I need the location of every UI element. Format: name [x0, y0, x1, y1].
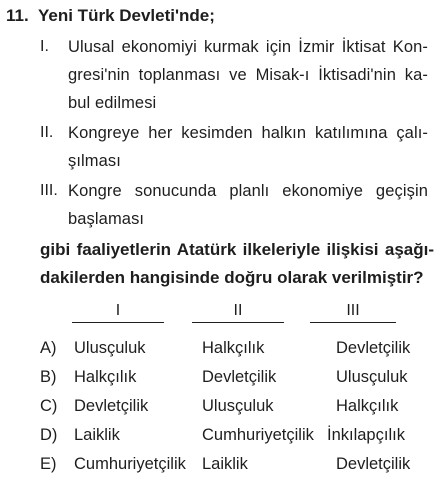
statement-1-line-1: Ulusal ekonomiyi kurmak için İzmir İktisat Kon-: [68, 38, 428, 56]
option-c-col-2: Ulusçuluk: [202, 397, 274, 415]
option-e-col-3: Devletçilik: [336, 455, 411, 473]
column-header-3: III: [310, 300, 396, 323]
option-b-col-1: Halkçılık: [74, 368, 137, 386]
statement-3-line-1: Kongre sonucunda planlı ekonomiye geçişin: [68, 182, 428, 200]
option-d-letter[interactable]: D): [40, 426, 58, 444]
option-c-col-3: Halkçılık: [336, 397, 399, 415]
option-c-col-1: Devletçilik: [74, 397, 149, 415]
option-d-col-1: Laiklik: [74, 426, 120, 444]
statement-2-line-1: Kongreye her kesimden halkın katılımına çalı-: [68, 124, 428, 142]
option-a-col-1: Ulusçuluk: [74, 339, 146, 357]
option-b-col-3: Ulusçuluk: [336, 368, 408, 386]
option-a-col-3: Devletçilik: [336, 339, 411, 357]
option-d-col-3: İnkılapçılık: [327, 426, 405, 444]
column-header-2: II: [192, 300, 284, 323]
statement-1-line-2: gresi'nin toplanması ve Misak-ı İktisadi'nin ka-: [68, 66, 428, 84]
option-c-letter[interactable]: C): [40, 397, 58, 415]
question-title: Yeni Türk Devleti'nde;: [38, 6, 215, 25]
statement-2-numeral: II.: [40, 124, 54, 141]
statement-2-line-2: şılması: [68, 152, 121, 170]
option-e-col-2: Laiklik: [202, 455, 248, 473]
question-prompt-line-2: dakilerden hangisinde doğru olarak verilmiştir?: [40, 268, 424, 287]
option-e-col-1: Cumhuriyetçilik: [74, 455, 186, 473]
option-a-letter[interactable]: A): [40, 339, 57, 357]
option-e-letter[interactable]: E): [40, 455, 57, 473]
option-b-letter[interactable]: B): [40, 368, 57, 386]
statement-1-numeral: I.: [40, 38, 49, 55]
option-d-col-2: Cumhuriyetçilik: [202, 426, 314, 444]
question-prompt-line-1: gibi faaliyetlerin Atatürk ilkeleriyle ilişkisi aşağı-: [40, 240, 434, 259]
question-number: 11.: [6, 6, 29, 25]
statement-3-line-2: başlaması: [68, 210, 145, 228]
column-header-1: I: [72, 300, 164, 323]
option-b-col-2: Devletçilik: [202, 368, 277, 386]
option-a-col-2: Halkçılık: [202, 339, 265, 357]
statement-1-line-3: bul edilmesi: [68, 94, 157, 112]
statement-3-numeral: III.: [40, 182, 58, 199]
